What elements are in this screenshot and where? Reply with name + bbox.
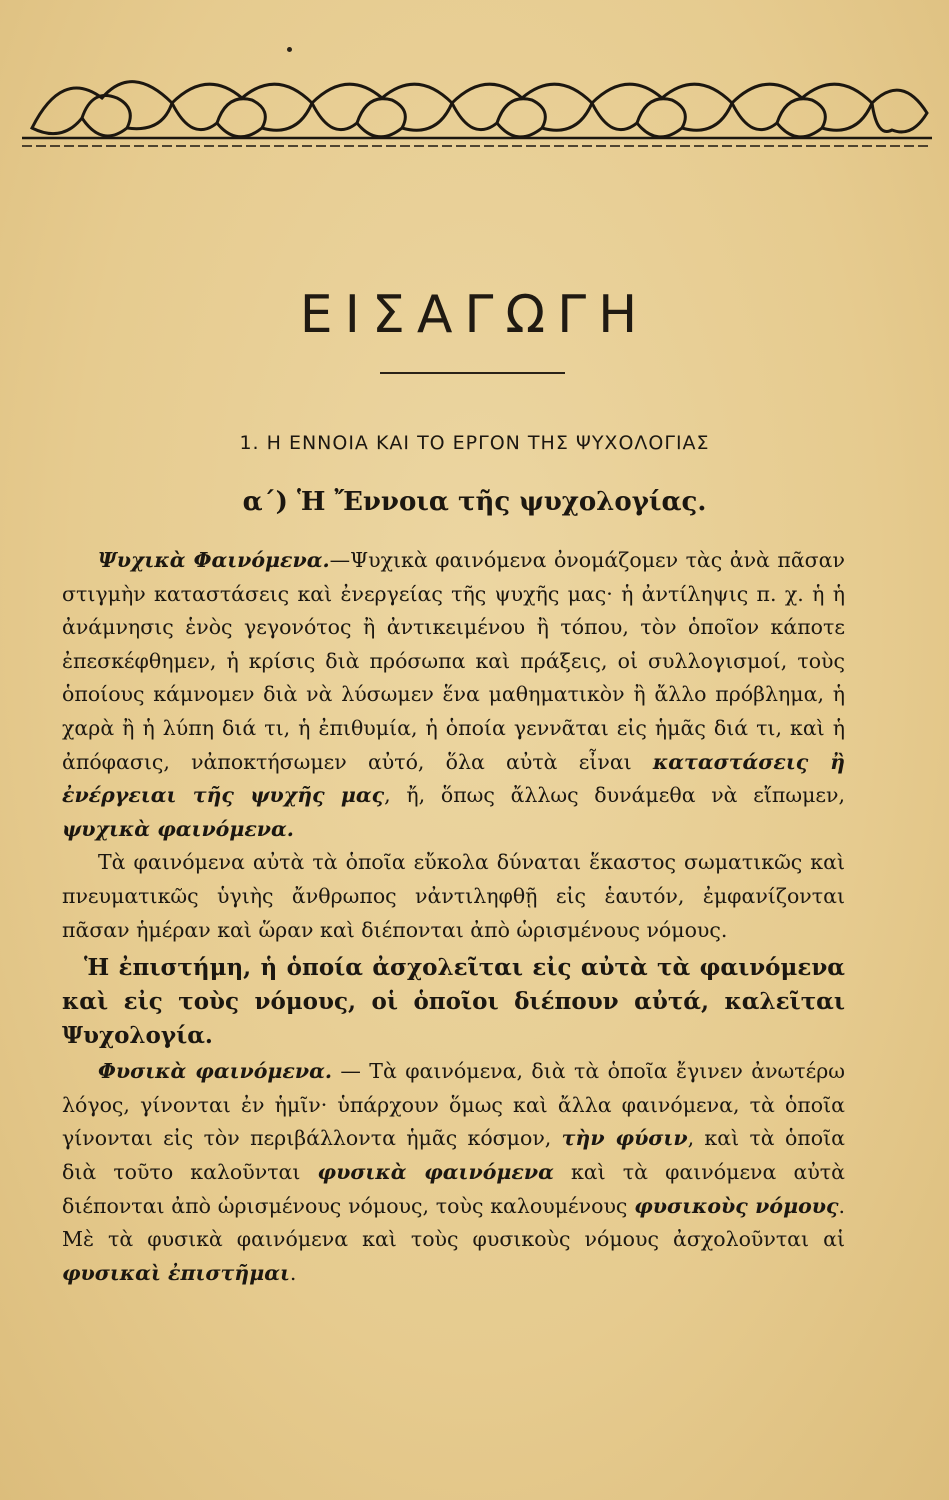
paragraph-4-text-c: καὶ τὰ φαινόμενα αὐτὰ διέπονται ἀπὸ ὡρισμένους νόμους, τοὺς καλουμένους (62, 1159, 845, 1218)
emphasis-physical-sciences: φυσικαὶ ἐπιστῆμαι (62, 1260, 290, 1285)
paragraph-4-text-a: — Τὰ φαινόμενα, διὰ τὰ ὁποῖα ἔγινεν ἀνωτέρω λόγος, γίνονται ἐν ἡμῖν· ὑπάρχουν ὅμως καὶ ἄλλα φαινόμενα, τὰ ὁποῖα γίνονται εἰς τὸν περιβάλλοντα ἡμᾶς κόσμον, (62, 1059, 845, 1151)
paragraph-1-text-a: —Ψυχικὰ φαινόμενα ὀνομάζομεν τὰς ἀνὰ πᾶσαν στιγμὴν καταστάσεις καὶ ἐνεργείας τῆς ψυχῆς μας· ἡ ἀντίληψις π. χ. ἡ ἡ ἀνάμνησις ἑνὸς γεγονότος ἢ ἀντικειμένου ἢ τόπου, τὸν ὁποῖον κάποτε ἐπεσκέφθημεν, ἡ κρίσις διὰ πρόσωπα καὶ πράξεις, οἱ συλλογισμοί, τοὺς ὁποίους κάμνομεν διὰ νὰ λύσωμεν ἕνα μαθηματικὸν ἢ ἄλλο πρόβλημα, ἡ χαρὰ ἢ ἡ λύπη διά τι, ἡ ἐπιθυμία, ἡ ὁποία γεννᾶται εἰς ἡμᾶς διά τι, καὶ ἡ ἀπόφασις, νἀποκτήσωμεν αὐτό, ὅλα αὐτὰ εἶναι (62, 548, 845, 774)
term-physical-phenomena: Φυσικὰ φαινόμενα. (98, 1059, 333, 1084)
emphasis-psychic-phenomena: ψυχικὰ φαινόμενα. (62, 816, 294, 841)
paragraph-4-text-b: , καὶ τὰ ὁποῖα διὰ τοῦτο καλοῦνται (62, 1126, 845, 1184)
paragraph-4-text-d: . Μὲ τὰ φυσικὰ φαινόμενα καὶ τοὺς φυσικοὺς νόμους ἀσχολοῦνται αἱ (62, 1193, 845, 1252)
print-mark (287, 47, 292, 52)
emphasis-nature: τὴν φύσιν (561, 1126, 688, 1151)
emphasis-physical-laws: φυσικοὺς νόμους (634, 1193, 839, 1218)
body-text (62, 544, 845, 1290)
title-divider (380, 372, 565, 374)
definition-psychology: Ἡ ἐπιστήμη, ἡ ὁποία ἀσχολεῖται εἰς αὐτὰ τὰ φαινόμενα καὶ εἰς τοὺς νόμους, οἱ ὁποῖοι διέπουν αὐτά, καλεῖται Ψυχολογία. (62, 954, 845, 1050)
paragraph-1-text-b: , ἤ, ὅπως ἄλλως δυνάμεθα νὰ εἴπωμεν, (384, 783, 845, 808)
decorative-header-ornament (22, 58, 932, 158)
emphasis-states-energies: καταστάσεις ἢ ἐνέργειαι τῆς ψυχῆς μας (62, 749, 845, 808)
paragraph-4-text-e: . (289, 1260, 297, 1285)
page-title: ΕΙΣΑΓΩΓΗ (299, 285, 650, 345)
paragraph-1 (62, 544, 845, 846)
paragraph-4 (62, 1055, 845, 1290)
paragraph-2: Τὰ φαινόμενα αὐτὰ τὰ ὁποῖα εὔκολα δύναται ἕκαστος σωματικῶς καὶ πνευματικῶς ὑγιὴς ἄνθρωπος νἀντιληφθῇ εἰς ἑαυτόν, ἐμφανίζονται πᾶσαν ἡμέραν καὶ ὥραν καὶ διέπονται ἀπὸ ὡρισμένους νόμους. (62, 850, 845, 942)
chapter-heading: 1. Η ΕΝΝΟΙΑ ΚΑΙ ΤΟ ΕΡΓΟΝ ΤΗΣ ΨΥΧΟΛΟΓΙΑΣ (239, 432, 710, 454)
section-heading: α΄) Ἡ Ἔννοια τῆς ψυχολογίας. (242, 487, 707, 517)
term-psychic-phenomena: Ψυχικὰ Φαινόμενα. (98, 548, 330, 572)
emphasis-physical-phenomena: φυσικὰ φαινόμενα (317, 1159, 554, 1184)
